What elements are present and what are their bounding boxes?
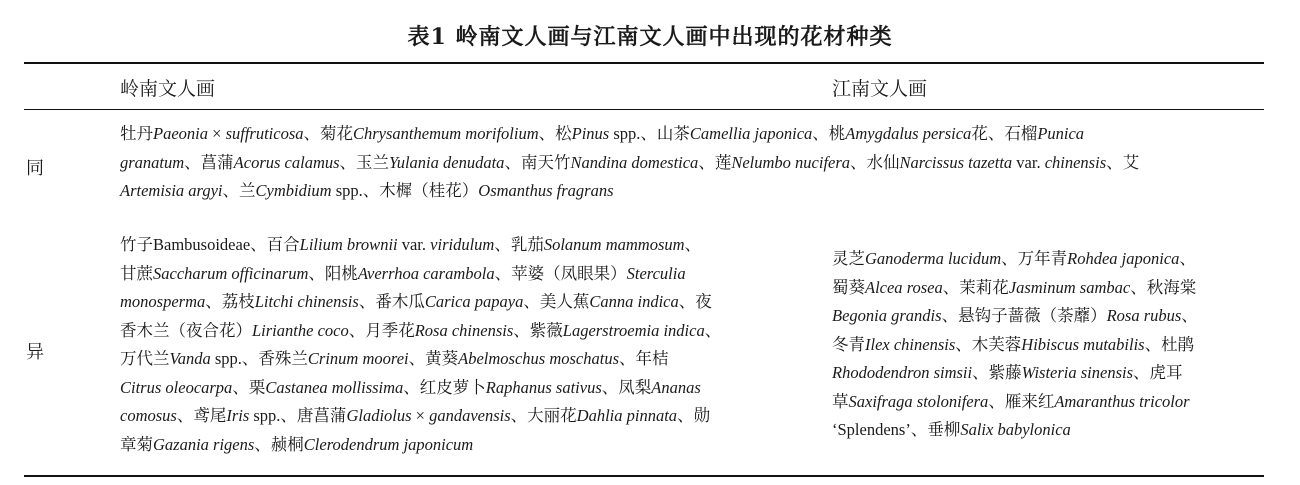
column-header-jiangnan: 江南文人画 [832, 78, 928, 100]
row-label-same: 同 [26, 158, 44, 179]
text-line: 竹子Bambusoideae、百合Lilium brownii var. viridulum、乳茄Solanum mammosum、 [120, 235, 702, 254]
text-line: comosus、鸢尾Iris spp.、唐菖蒲Gladiolus × gandavensis、大丽花Dahlia pinnata、勋 [120, 406, 711, 425]
text-line: ‘Splendens’、垂柳Salix babylonica [832, 420, 1071, 439]
header-rule [24, 109, 1264, 110]
text-line: monosperma、荔枝Litchi chinensis、番木瓜Carica papaya、美人蕉Canna indica、夜 [120, 292, 712, 311]
text-line: 草Saxifraga stolonifera、雁来红Amaranthus tricolor [832, 391, 1190, 411]
table-title: 表1 岭南文人画与江南文人画中出现的花材种类 [407, 24, 893, 50]
text-line: 甘蔗Saccharum officinarum、阳桃Averrhoa carambola、苹婆（凤眼果）Sterculia [120, 263, 686, 283]
text-line: 冬青Ilex chinensis、木芙蓉Hibiscus mutabilis、杜鹃 [832, 334, 1195, 354]
cell-lingnan-species [120, 231, 790, 459]
text-line: 蜀葵Alcea rosea、茉莉花Jasminum sambac、秋海棠 [832, 277, 1197, 297]
text-line: 灵芝Ganoderma lucidum、万年青Rohdea japonica、 [832, 249, 1196, 268]
text-line: Artemisia argyi、兰Cymbidium spp.、木樨（桂花）Osmanthus fragrans [120, 181, 614, 200]
text-line: 章菊Gazania rigens、赪桐Clerodendrum japonicum [120, 434, 474, 454]
top-rule [24, 62, 1264, 64]
cell-same-species [120, 120, 1260, 206]
row-label-different: 异 [26, 342, 44, 363]
text-line: Begonia grandis、悬钩子蔷薇（荼蘼）Rosa rubus、 [832, 306, 1198, 325]
text-line: Rhododendron simsii、紫藤Wisteria sinensis、虎耳 [832, 363, 1183, 382]
text-line: 香木兰（夜合花）Lirianthe coco、月季花Rosa chinensis、紫薇Lagerstroemia indica、 [120, 320, 722, 340]
bottom-rule [24, 475, 1264, 477]
cell-jiangnan-species [832, 245, 1262, 445]
text-line: Citrus oleocarpa、栗Castanea mollissima、红皮萝卜Raphanus sativus、凤梨Ananas [120, 377, 701, 397]
text-line: 牡丹Paeonia × suffruticosa、菊花Chrysanthemum morifolium、松Pinus spp.、山茶Camellia japonica、桃Amygdalus persica花、石榴Punica [120, 124, 1085, 143]
text-line: granatum、菖蒲Acorus calamus、玉兰Yulania denudata、南天竹Nandina domestica、莲Nelumbo nucifera、水仙Narcissus tazetta var. chinensis、艾 [120, 152, 1140, 172]
text-line: 万代兰Vanda spp.、香殊兰Crinum moorei、黄葵Abelmoschus moschatus、年桔 [120, 349, 669, 368]
column-header-lingnan: 岭南文人画 [120, 78, 216, 100]
